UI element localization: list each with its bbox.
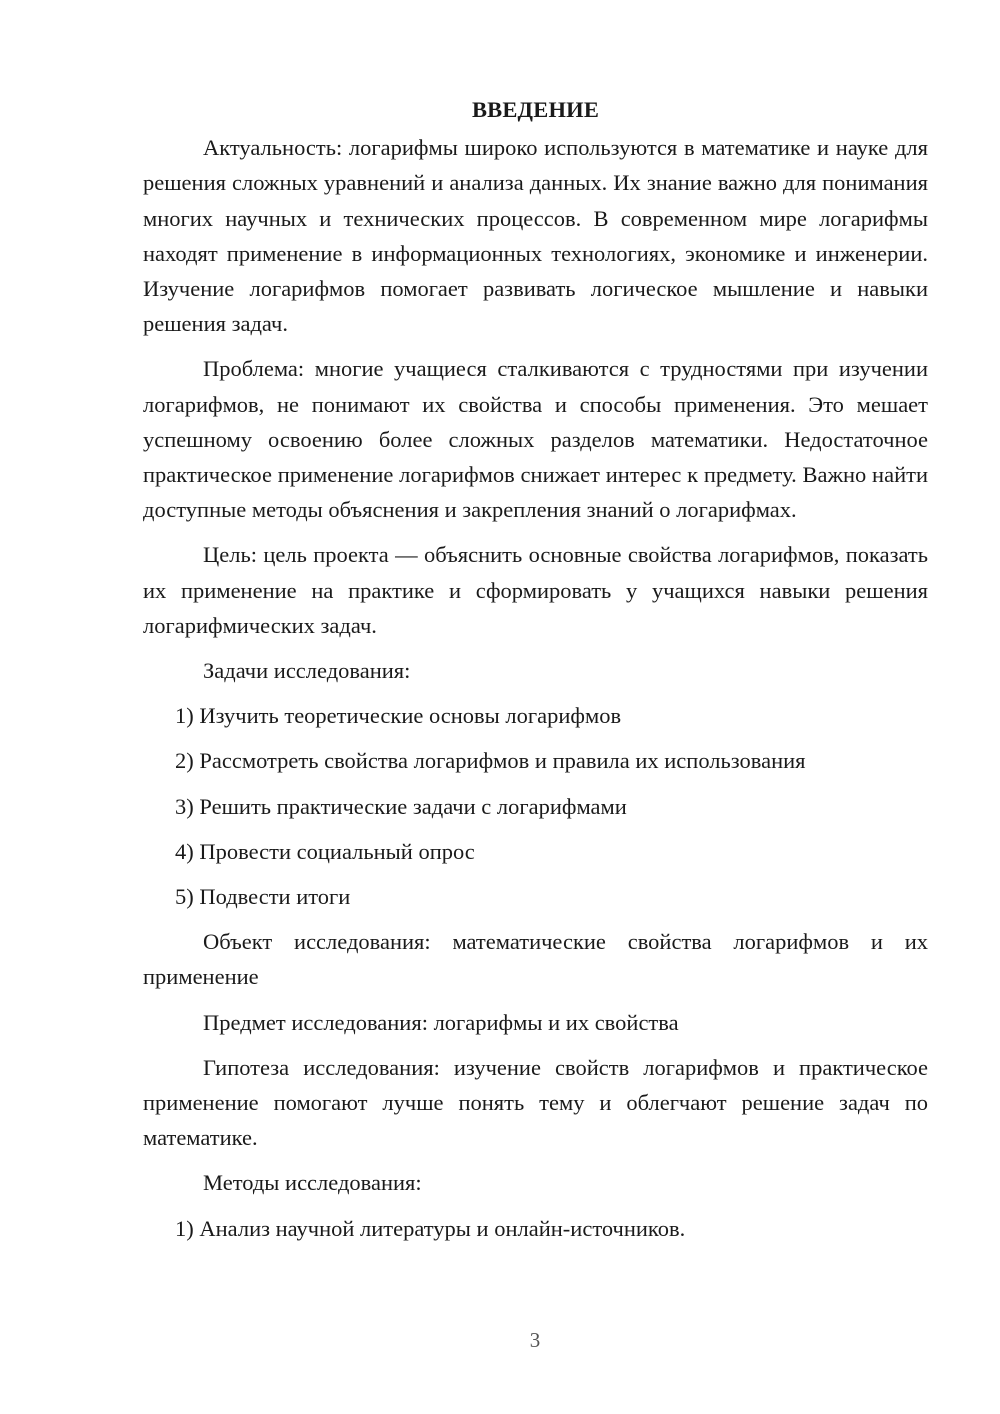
object-paragraph: Объект исследования: математические свойства логарифмов и их применение <box>143 929 928 990</box>
tasks-list <box>143 698 928 914</box>
list-item: 1) Изучить теоретические основы логарифмов <box>175 703 622 729</box>
page-number: 3 <box>529 1328 541 1352</box>
page-content <box>143 92 928 1256</box>
list-item: 5) Подвести итоги <box>175 884 351 910</box>
relevance-paragraph: Актуальность: логарифмы широко используются в математике и науке для решения сложных уравнений и анализа данных. Их знание важно для понимания многих научных и технических процессов. В современном мире логарифмы находят применение в информационных технологиях, экономике и инженерии. Изучение логарифмов помогает развивать логическое мышление и навыки решения задач. <box>143 135 928 337</box>
tasks-heading: Задачи исследования: <box>203 658 411 684</box>
list-item: 3) Решить практические задачи с логарифмами <box>175 793 627 819</box>
problem-paragraph: Проблема: многие учащиеся сталкиваются с трудностями при изучении логарифмов, не понимают их свойства и способы применения. Это мешает успешному освоению более сложных разделов математики. Недостаточное практическое применение логарифмов снижает интерес к предмету. Важно найти доступные методы объяснения и закрепления знаний о логарифмах. <box>143 356 928 523</box>
subject-paragraph: Предмет исследования: логарифмы и их свойства <box>203 1009 679 1035</box>
list-item: 2) Рассмотреть свойства логарифмов и правила их использования <box>175 748 806 774</box>
list-item: 4) Провести социальный опрос <box>175 838 475 864</box>
hypothesis-paragraph: Гипотеза исследования: изучение свойств логарифмов и практическое применение помогают лучше понять тему и облегчают решение задач по математике. <box>143 1054 928 1151</box>
methods-heading: Методы исследования: <box>203 1170 422 1196</box>
section-title: ВВЕДЕНИЕ <box>471 97 600 122</box>
goal-paragraph: Цель: цель проекта — объяснить основные свойства логарифмов, показать их применение на практике и сформировать у учащихся навыки решения логарифмических задач. <box>143 542 928 638</box>
methods-list <box>143 1211 928 1246</box>
list-item: 1) Анализ научной литературы и онлайн-источников. <box>175 1215 686 1241</box>
